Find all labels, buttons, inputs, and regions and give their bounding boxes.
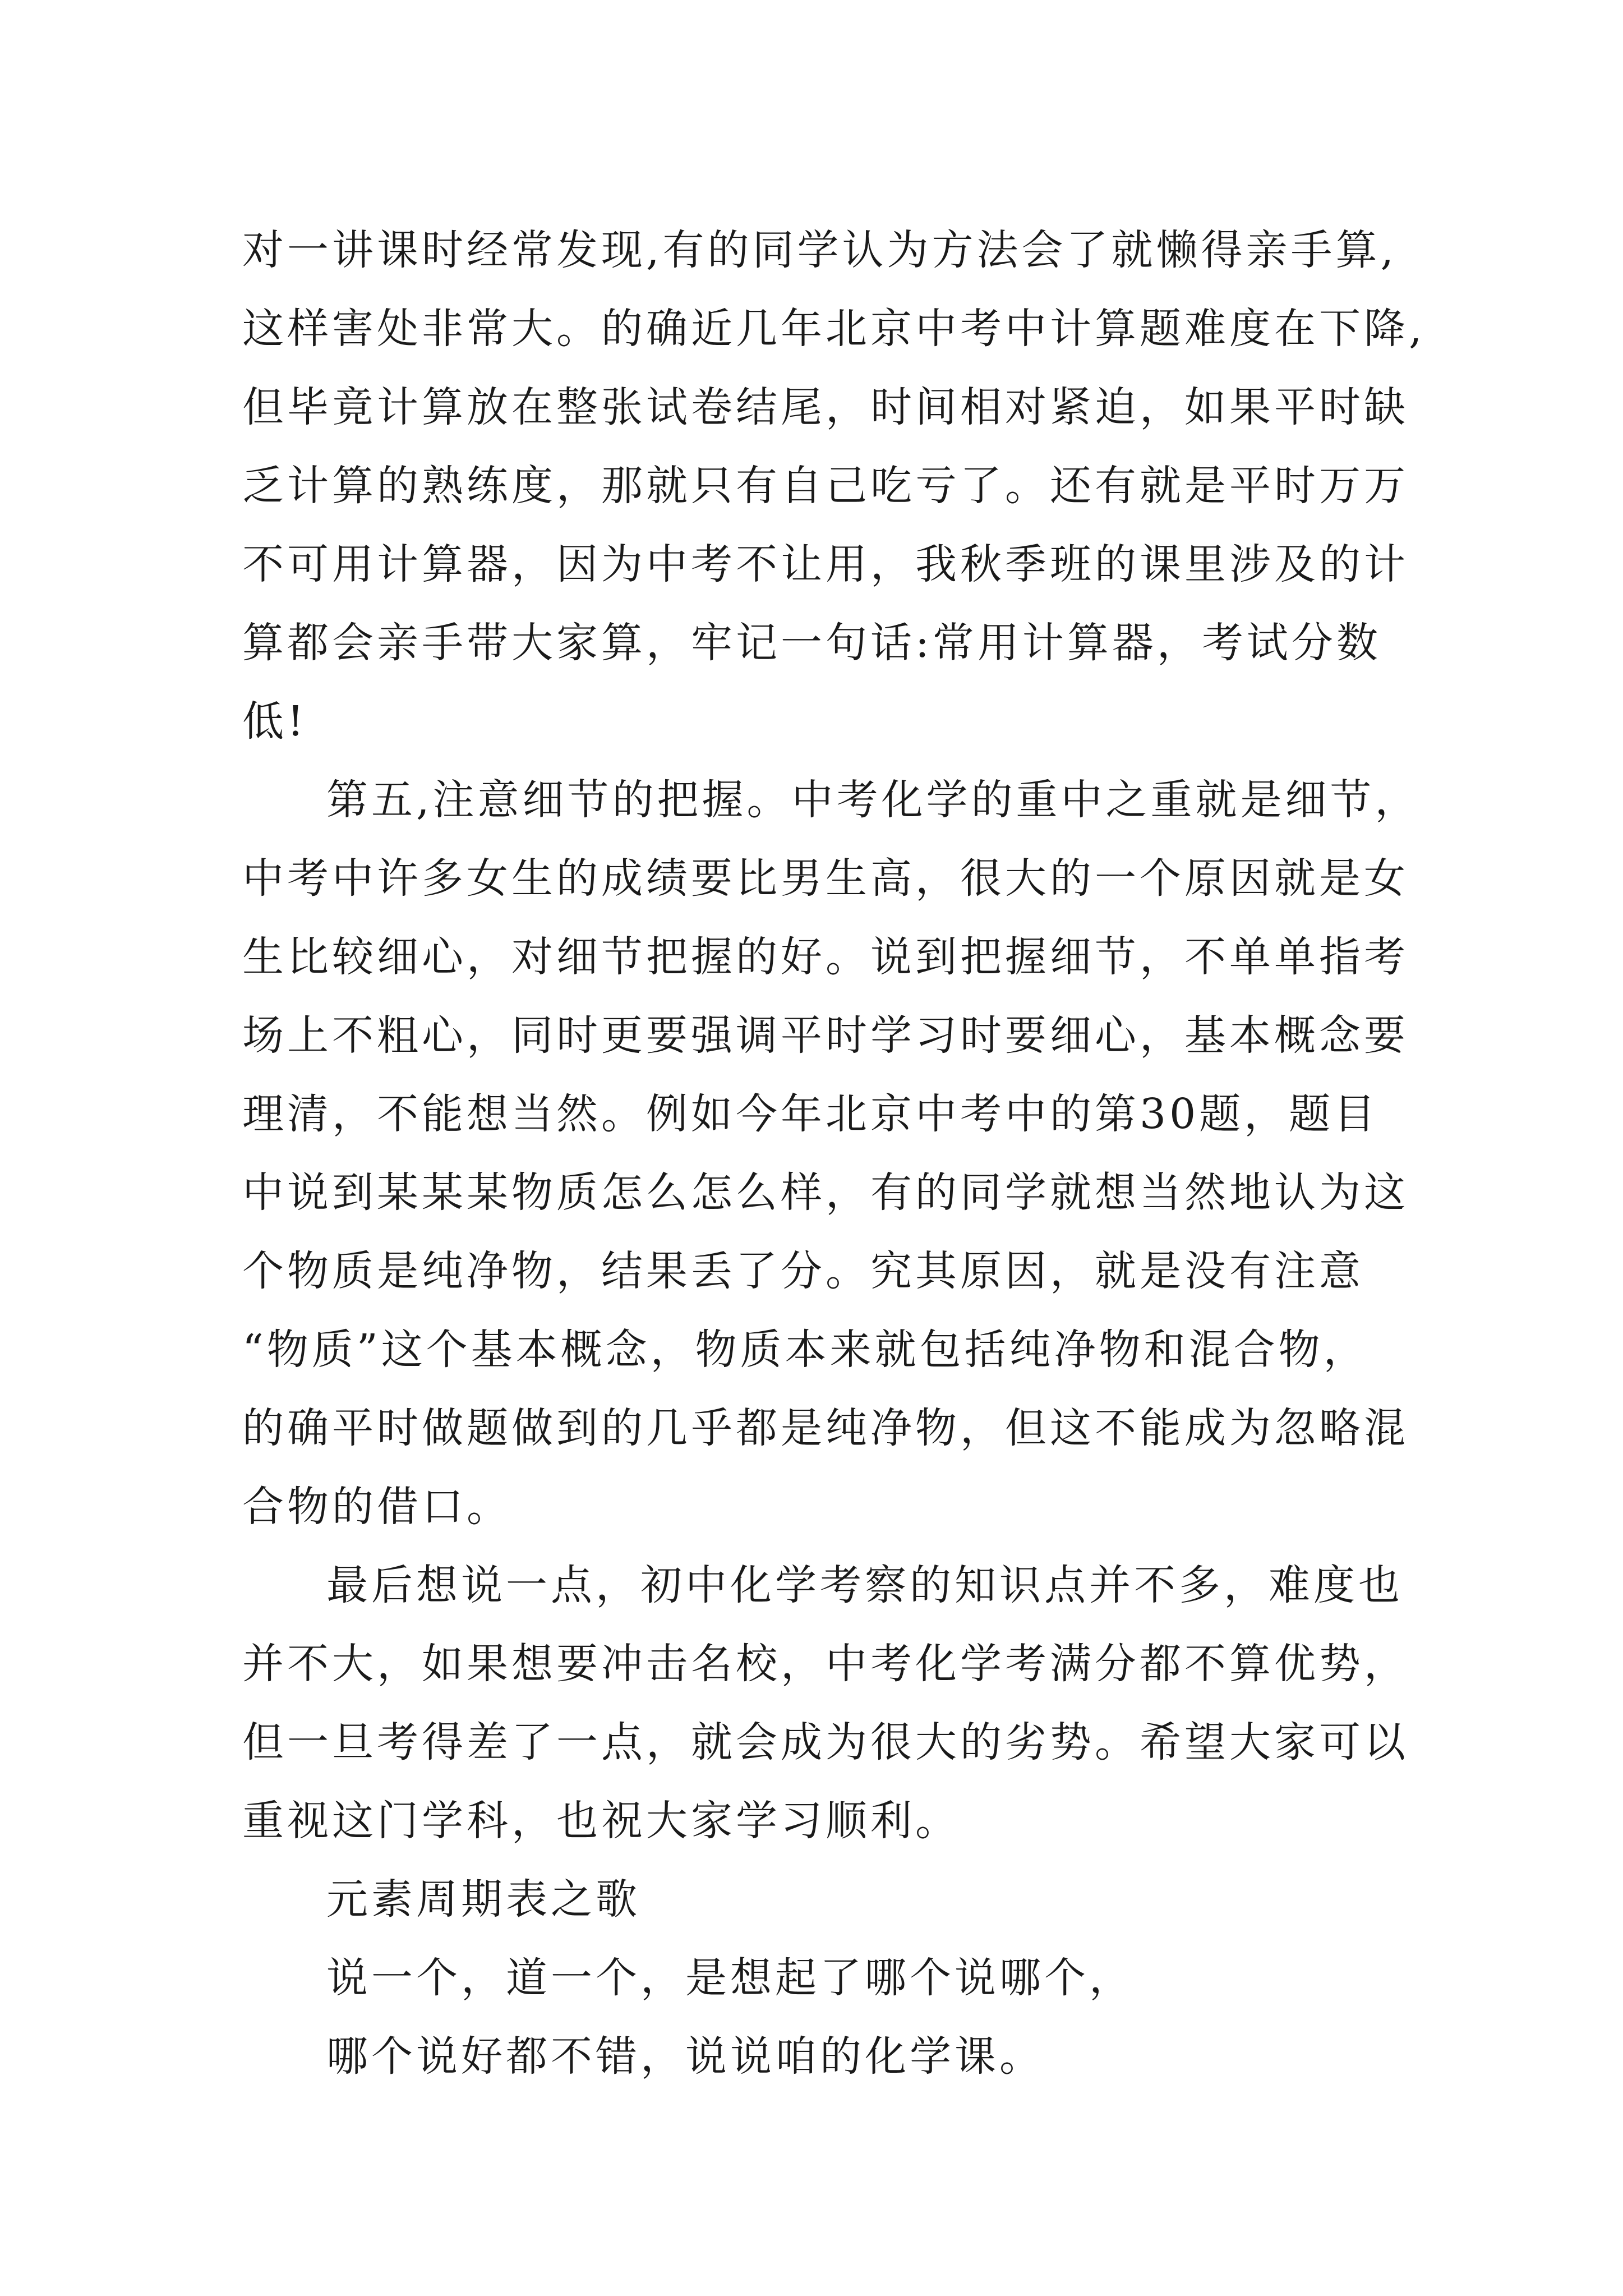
text-line: 重视这门学科，也祝大家学习顺利。: [242, 1797, 960, 1845]
text-line: 中说到某某某物质怎么怎么样，有的同学就想当然地认为这: [242, 1168, 1409, 1217]
text-line: 但毕竟计算放在整张试卷结尾，时间相对紧迫，如果平时缺: [242, 383, 1409, 431]
document-body: [242, 211, 1431, 2096]
text-line: 的确平时做题做到的几乎都是纯净物，但这不能成为忽略混: [242, 1404, 1409, 1452]
text-line: 并不大，如果想要冲击名校，中考化学考满分都不算优势，: [242, 1640, 1409, 1688]
text-line: 理清，不能想当然。例如今年北京中考中的第30题，题目: [242, 1090, 1379, 1138]
paragraph-first-line: 最后想说一点，初中化学考察的知识点并不多，难度也: [326, 1561, 1403, 1609]
text-line: 对一讲课时经常发现,有的同学认为方法会了就懒得亲手算,: [242, 226, 1398, 274]
text-line: 中考中许多女生的成绩要比男生高，很大的一个原因就是女: [242, 854, 1409, 903]
song-verse-line: 说一个，道一个，是想起了哪个说哪个，: [326, 1954, 1134, 2002]
text-line: 低!: [242, 697, 307, 746]
text-line: 乏计算的熟练度，那就只有自己吃亏了。还有就是平时万万: [242, 462, 1409, 510]
text-line: 这样害处非常大。的确近几年北京中考中计算题难度在下降,: [242, 305, 1426, 353]
text-line: 算都会亲手带大家算，牢记一句话:常用计算器，考试分数: [242, 619, 1381, 667]
text-line: 合物的借口。: [242, 1483, 511, 1531]
text-line: 不可用计算器，因为中考不让用，我秋季班的课里涉及的计: [242, 540, 1409, 588]
text-line: 生比较细心，对细节把握的好。说到把握细节，不单单指考: [242, 933, 1409, 981]
text-line: 但一旦考得差了一点，就会成为很大的劣势。希望大家可以: [242, 1718, 1409, 1766]
text-line: “物质”这个基本概念，物质本来就包括纯净物和混合物，: [242, 1326, 1368, 1374]
text-line: 场上不粗心，同时更要强调平时学习时要细心，基本概念要: [242, 1011, 1409, 1060]
song-title: 元素周期表之歌: [326, 1875, 640, 1924]
paragraph-first-line: 第五,注意细节的把握。中考化学的重中之重就是细节，: [326, 776, 1420, 824]
song-verse-line: 哪个说好都不错，说说咱的化学课。: [326, 2032, 1044, 2081]
text-line: 个物质是纯净物，结果丢了分。究其原因，就是没有注意: [242, 1247, 1364, 1295]
